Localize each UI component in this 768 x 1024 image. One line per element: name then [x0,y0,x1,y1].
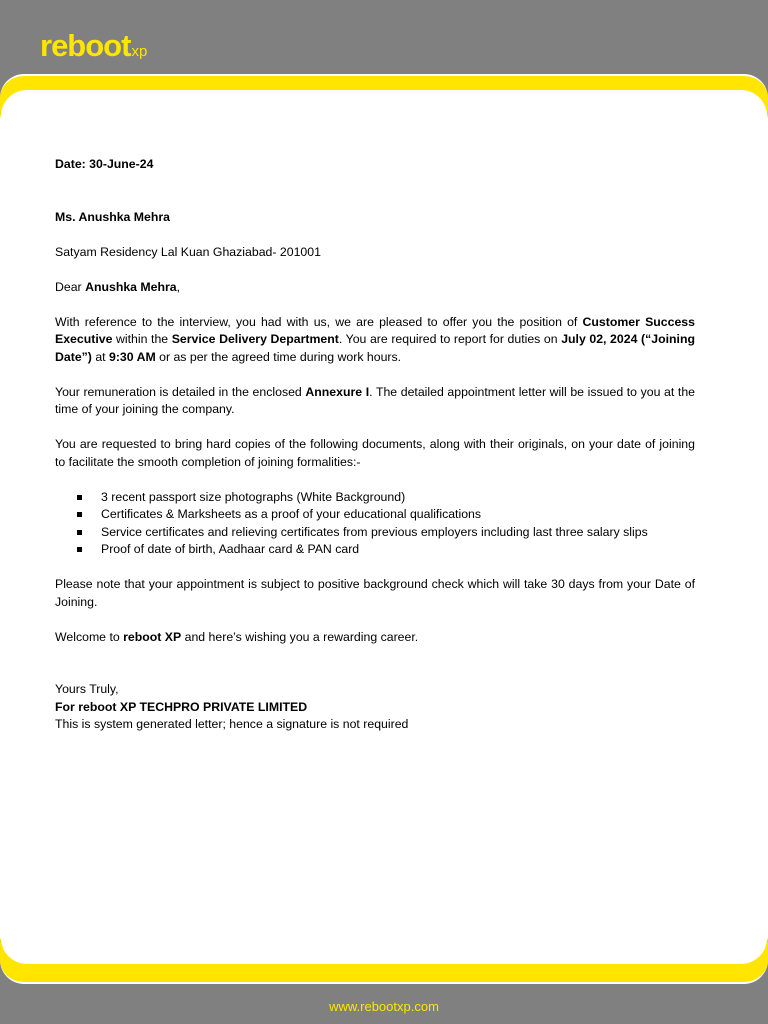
offer-letter [55,156,695,734]
remuneration-text-2: . The detailed appointment letter will be issued to you at the time of your joining the company. [55,384,696,416]
offer-text-5: or as per the agreed time during work hours. [155,349,402,364]
company-full-name: For reboot XP TECHPRO PRIVATE LIMITED [55,699,308,714]
list-item: 3 recent passport size photographs (White Background) [55,489,695,507]
paragraph-background-check: Please note that your appointment is subject to positive background check which will take 30 days from your Date of Joining. [55,577,695,609]
annexure-ref: Annexure I [305,384,370,399]
remuneration-text-1: Your remuneration is detailed in the enclosed [55,384,306,399]
welcome-text-1: Welcome to [55,629,124,644]
paragraph-documents: You are requested to bring hard copies of the following documents, along with their originals, on your date of joining to facilitate the smooth completion of joining formalities:- [55,437,695,469]
paragraph-welcome [55,629,695,647]
paragraph-offer [55,314,695,367]
salutation [55,279,695,297]
footer-website: www.rebootxp.com [329,999,439,1014]
paragraph-remuneration [55,384,695,419]
offer-text-1: With reference to the interview, you had with us, we are pleased to offer you the position of [55,314,583,329]
salutation-text: Dear [55,279,86,294]
joining-time: 9:30 AM [109,349,156,364]
department-name: Service Delivery Department [171,332,339,346]
list-item: Proof of date of birth, Aadhaar card & PAN card [55,541,695,559]
list-item: Service certificates and relieving certificates from previous employers including last three salary slips [55,524,695,542]
list-item: Certificates & Marksheets as a proof of your educational qualifications [55,506,695,524]
signature-note: This is system generated letter; hence a signature is not required [55,717,409,731]
letter-date: Date: 30-June-24 [55,157,154,171]
offer-text-4: at [91,349,109,364]
offer-text-2: within the [112,332,172,346]
page-card-bottom [1,880,767,964]
recipient-name: Ms. Anushka Mehra [55,209,171,224]
documents-list [55,489,695,559]
company-short-name: reboot XP [123,629,182,644]
welcome-text-2: and here’s wishing you a rewarding career. [181,629,419,644]
recipient-address: Satyam Residency Lal Kuan Ghaziabad- 201001 [55,244,321,259]
logo-main: reboot [40,28,131,63]
company-logo [40,28,147,64]
offer-text-3: . You are required to report for duties on [338,332,562,346]
salutation-end: , [176,279,181,294]
position-title: Customer Success Executive [55,314,695,346]
logo-suffix: xp [131,43,148,60]
closing: Yours Truly, [55,682,119,696]
joining-date: July 02, 2024 (“Joining Date”) [55,332,695,364]
salutation-name: Anushka Mehra [85,279,177,294]
